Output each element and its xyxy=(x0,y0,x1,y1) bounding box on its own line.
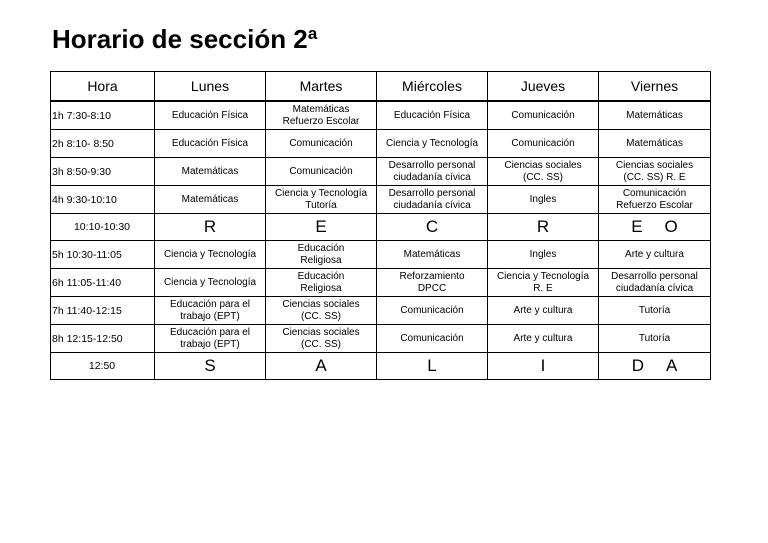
subject-text: Ciencias sociales xyxy=(282,326,360,338)
break-letter: A xyxy=(315,356,327,375)
subject-cell xyxy=(266,297,377,325)
subject-text: Religiosa xyxy=(300,282,342,294)
subject-text: (CC. SS) R. E xyxy=(623,171,686,183)
subject-text: Arte y cultura xyxy=(513,332,573,344)
break-letter-cell xyxy=(155,214,266,241)
subject-cell xyxy=(155,186,266,214)
subject-text: Desarrollo personal xyxy=(388,187,476,199)
column-header-2: Martes xyxy=(266,72,377,102)
subject-cell xyxy=(599,241,711,269)
subject-text: trabajo (EPT) xyxy=(180,338,240,350)
subject-cell xyxy=(377,297,488,325)
schedule-body xyxy=(51,101,711,380)
break-row xyxy=(51,214,711,241)
subject-cell xyxy=(266,158,377,186)
subject-text: Comunicación xyxy=(400,332,464,344)
subject-cell xyxy=(155,130,266,158)
subject-text: Ingles xyxy=(529,248,557,260)
table-row xyxy=(51,101,711,130)
subject-cell xyxy=(266,101,377,130)
subject-text: Tutoría xyxy=(638,332,671,344)
subject-text: Reforzamiento xyxy=(399,270,465,282)
subject-text: Educación para el xyxy=(169,326,251,338)
subject-text: Matemáticas xyxy=(292,103,350,115)
hour-cell: 3h 8:50-9:30 xyxy=(51,158,155,186)
break-letter: S xyxy=(204,356,216,375)
table-row xyxy=(51,241,711,269)
subject-text: Ciencia y Tecnología xyxy=(163,248,257,260)
subject-text: Matemáticas xyxy=(403,248,461,260)
hour-cell: 12:50 xyxy=(51,353,155,380)
subject-text: Ingles xyxy=(529,193,557,205)
subject-text: Tutoría xyxy=(305,199,337,211)
table-row xyxy=(51,130,711,158)
subject-cell xyxy=(488,101,599,130)
subject-cell xyxy=(155,297,266,325)
subject-cell xyxy=(377,130,488,158)
column-header-5: Viernes xyxy=(599,72,711,102)
subject-cell xyxy=(488,186,599,214)
subject-text: Comunicación xyxy=(511,109,575,121)
subject-cell xyxy=(266,241,377,269)
subject-text: Ciencia y Tecnología xyxy=(496,270,590,282)
subject-cell xyxy=(377,325,488,353)
hour-cell: 10:10-10:30 xyxy=(51,214,155,241)
table-row xyxy=(51,297,711,325)
subject-cell xyxy=(488,241,599,269)
subject-cell xyxy=(377,186,488,214)
break-letter-cell xyxy=(266,353,377,380)
subject-text: Desarrollo personal xyxy=(611,270,698,282)
table-row xyxy=(51,186,711,214)
table-row xyxy=(51,325,711,353)
subject-cell xyxy=(377,101,488,130)
subject-cell xyxy=(599,186,711,214)
subject-cell xyxy=(155,325,266,353)
subject-cell xyxy=(599,269,711,297)
subject-cell xyxy=(155,269,266,297)
subject-cell xyxy=(266,186,377,214)
page-title: Horario de sección 2ª xyxy=(52,24,318,54)
subject-text: Matemáticas xyxy=(626,109,683,121)
break-letter-cell xyxy=(155,353,266,380)
subject-cell xyxy=(155,158,266,186)
column-header-1: Lunes xyxy=(155,72,266,102)
subject-text: Ciencia y Tecnología xyxy=(274,187,368,199)
subject-text: Ciencia y Tecnología xyxy=(385,137,479,149)
break-letter: A xyxy=(665,356,678,375)
subject-text: Arte y cultura xyxy=(625,248,684,260)
subject-cell xyxy=(599,101,711,130)
subject-text: Refuerzo Escolar xyxy=(282,115,360,127)
break-letter-cell xyxy=(488,214,599,241)
table-row xyxy=(51,158,711,186)
subject-text: Matemáticas xyxy=(181,193,239,205)
subject-text: Comunicación xyxy=(400,304,464,316)
subject-cell xyxy=(266,130,377,158)
subject-text: Comunicación xyxy=(289,137,353,149)
subject-text: ciudadanía cívica xyxy=(615,282,694,294)
break-letter-cell xyxy=(488,353,599,380)
subject-cell xyxy=(488,325,599,353)
subject-text: Religiosa xyxy=(300,254,342,266)
header-row xyxy=(51,72,711,102)
break-letter: C xyxy=(425,217,439,236)
break-letter-cell xyxy=(377,214,488,241)
subject-text: Ciencia y Tecnología xyxy=(163,276,257,288)
subject-cell xyxy=(488,158,599,186)
subject-text: Matemáticas xyxy=(181,165,239,177)
subject-text: (CC. SS) xyxy=(523,171,563,183)
break-letter-cell xyxy=(599,353,711,380)
subject-text: trabajo (EPT) xyxy=(180,310,240,322)
subject-cell xyxy=(599,297,711,325)
break-letter: L xyxy=(427,356,437,375)
subject-cell xyxy=(155,101,266,130)
subject-cell xyxy=(488,297,599,325)
subject-cell xyxy=(599,325,711,353)
subject-text: DPCC xyxy=(417,282,447,294)
column-header-0: Hora xyxy=(51,72,155,102)
subject-text: Educación Física xyxy=(171,137,249,149)
table-row xyxy=(51,269,711,297)
break-letter: E xyxy=(631,217,643,236)
subject-cell xyxy=(377,241,488,269)
subject-text: Ciencias sociales xyxy=(504,159,582,171)
break-letter-cell xyxy=(599,214,711,241)
subject-text: Educación xyxy=(297,242,345,254)
subject-text: Comunicación xyxy=(511,137,575,149)
subject-cell xyxy=(488,130,599,158)
subject-text: Educación Física xyxy=(171,109,249,121)
break-letter: R xyxy=(203,217,217,236)
break-letter: O xyxy=(664,217,678,236)
subject-text: Ciencias sociales xyxy=(282,298,360,310)
subject-cell xyxy=(377,158,488,186)
subject-text: Comunicación xyxy=(289,165,353,177)
subject-text: Desarrollo personal xyxy=(388,159,476,171)
subject-text: Educación Física xyxy=(393,109,471,121)
hour-cell: 4h 9:30-10:10 xyxy=(51,186,155,214)
subject-cell xyxy=(599,130,711,158)
subject-cell xyxy=(377,269,488,297)
break-letter: I xyxy=(540,356,546,375)
subject-text: Refuerzo Escolar xyxy=(616,199,693,211)
schedule-table xyxy=(50,71,711,380)
subject-text: Ciencias sociales xyxy=(615,159,694,171)
subject-cell xyxy=(155,241,266,269)
subject-text: Comunicación xyxy=(622,187,687,199)
hour-cell: 5h 10:30-11:05 xyxy=(51,241,155,269)
subject-cell xyxy=(599,158,711,186)
break-letter-cell xyxy=(266,214,377,241)
subject-text: R. E xyxy=(533,282,553,294)
hour-cell: 8h 12:15-12:50 xyxy=(51,325,155,353)
column-header-4: Jueves xyxy=(488,72,599,102)
hour-cell: 7h 11:40-12:15 xyxy=(51,297,155,325)
subject-text: Tutoría xyxy=(638,304,671,316)
subject-text: (CC. SS) xyxy=(301,310,341,322)
subject-text: Educación xyxy=(297,270,345,282)
subject-cell xyxy=(266,269,377,297)
break-row xyxy=(51,353,711,380)
subject-cell xyxy=(266,325,377,353)
subject-text: Arte y cultura xyxy=(513,304,573,316)
subject-text: ciudadanía cívica xyxy=(393,199,471,211)
break-letter: E xyxy=(315,217,327,236)
break-letter-cell xyxy=(377,353,488,380)
column-header-3: Miércoles xyxy=(377,72,488,102)
subject-text: ciudadanía cívica xyxy=(393,171,471,183)
break-letter: D xyxy=(631,356,644,375)
hour-cell: 6h 11:05-11:40 xyxy=(51,269,155,297)
subject-text: Matemáticas xyxy=(626,137,683,149)
subject-text: Educación para el xyxy=(169,298,251,310)
hour-cell: 2h 8:10- 8:50 xyxy=(51,130,155,158)
subject-text: (CC. SS) xyxy=(301,338,341,350)
break-letter: R xyxy=(536,217,550,236)
subject-cell xyxy=(488,269,599,297)
hour-cell: 1h 7:30-8:10 xyxy=(51,101,155,130)
